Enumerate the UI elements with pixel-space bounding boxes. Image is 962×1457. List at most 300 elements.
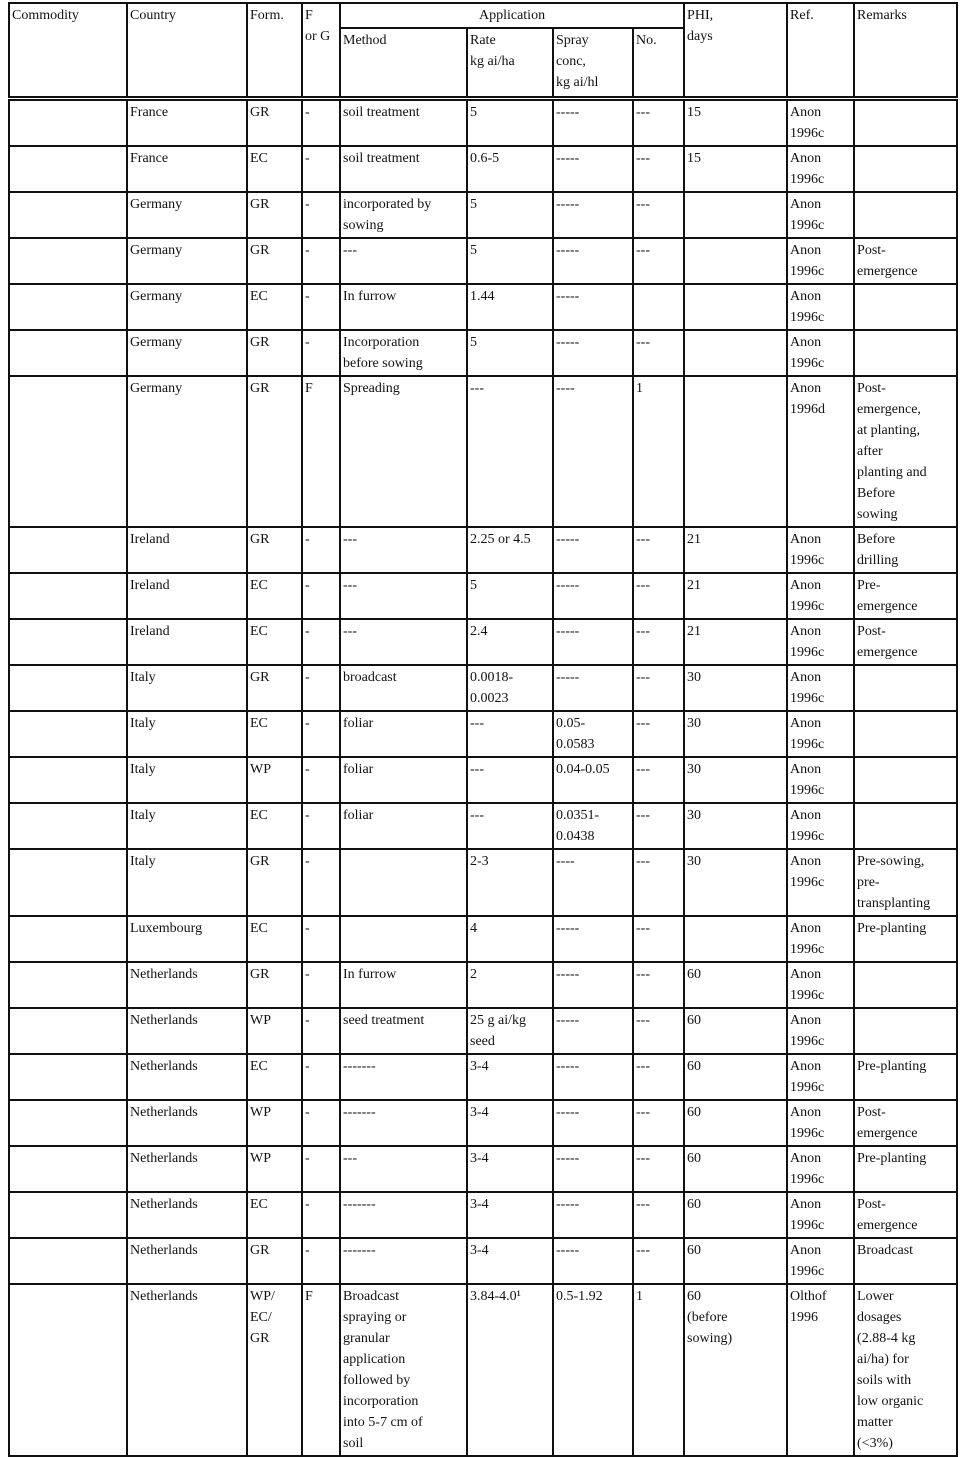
f-or-g-cell bbox=[302, 916, 340, 962]
ref-cell-text: Anon 1996c bbox=[790, 761, 825, 798]
header-remarks: Remarks bbox=[854, 3, 957, 98]
table-row bbox=[9, 849, 957, 916]
table-body bbox=[9, 98, 957, 1456]
method-cell bbox=[340, 573, 467, 619]
method-cell bbox=[340, 1100, 467, 1146]
commodity-cell bbox=[9, 1284, 127, 1456]
country-cell-text: France bbox=[130, 150, 169, 166]
spray-conc-cell bbox=[553, 1008, 633, 1054]
ref-cell-text: Anon 1996c bbox=[790, 1058, 825, 1095]
f-or-g-cell-text: - bbox=[305, 196, 310, 212]
no-cell bbox=[633, 1054, 684, 1100]
rate-cell bbox=[467, 573, 553, 619]
no-cell bbox=[633, 916, 684, 962]
remarks-cell bbox=[854, 330, 957, 376]
ref-cell bbox=[787, 916, 854, 962]
country-cell-text: Germany bbox=[130, 334, 183, 350]
no-cell bbox=[633, 330, 684, 376]
no-cell-text: --- bbox=[636, 853, 650, 869]
method-cell-text: --- bbox=[343, 623, 357, 639]
spray-conc-cell-text: ----- bbox=[556, 1242, 580, 1258]
form-cell-text: WP/ EC/ GR bbox=[250, 1288, 275, 1346]
f-or-g-cell bbox=[302, 849, 340, 916]
rate-cell-text: 3-4 bbox=[470, 1196, 489, 1212]
form-cell-text: EC bbox=[250, 288, 268, 304]
country-cell bbox=[127, 916, 247, 962]
f-or-g-cell-text: - bbox=[305, 334, 310, 350]
form-cell bbox=[247, 573, 302, 619]
phi-cell bbox=[684, 1192, 787, 1238]
country-cell-text: Ireland bbox=[130, 531, 170, 547]
f-or-g-cell bbox=[302, 1238, 340, 1284]
country-cell-text: Italy bbox=[130, 807, 156, 823]
spray-conc-cell-text: 0.05- 0.0583 bbox=[556, 715, 595, 752]
remarks-cell bbox=[854, 1100, 957, 1146]
ref-cell bbox=[787, 1238, 854, 1284]
phi-cell-text: 15 bbox=[687, 150, 702, 166]
table-row bbox=[9, 1054, 957, 1100]
remarks-cell bbox=[854, 146, 957, 192]
method-cell-text: soil treatment bbox=[343, 104, 420, 120]
remarks-cell bbox=[854, 98, 957, 146]
ref-cell-text: Anon 1996c bbox=[790, 577, 825, 614]
f-or-g-cell-text: - bbox=[305, 1196, 310, 1212]
rate-cell-text: 2.4 bbox=[470, 623, 488, 639]
country-cell bbox=[127, 962, 247, 1008]
method-cell-text: In furrow bbox=[343, 966, 397, 982]
method-cell-text: broadcast bbox=[343, 669, 397, 685]
remarks-cell-text: Broadcast bbox=[857, 1242, 914, 1258]
commodity-cell bbox=[9, 192, 127, 238]
country-cell bbox=[127, 619, 247, 665]
table-row bbox=[9, 527, 957, 573]
commodity-cell bbox=[9, 1238, 127, 1284]
no-cell bbox=[633, 1192, 684, 1238]
rate-cell-text: 3.84-4.0¹ bbox=[470, 1288, 521, 1304]
ref-cell-text: Anon 1996c bbox=[790, 853, 825, 890]
rate-cell-text: 25 g ai/kg seed bbox=[470, 1012, 526, 1049]
ref-cell bbox=[787, 238, 854, 284]
ref-cell-text: Anon 1996c bbox=[790, 920, 825, 957]
header-form: Form. bbox=[247, 3, 302, 98]
commodity-cell bbox=[9, 849, 127, 916]
no-cell-text: --- bbox=[636, 1242, 650, 1258]
form-cell-text: EC bbox=[250, 920, 268, 936]
no-cell bbox=[633, 1100, 684, 1146]
f-or-g-cell bbox=[302, 238, 340, 284]
remarks-cell bbox=[854, 376, 957, 527]
rate-cell bbox=[467, 1008, 553, 1054]
country-cell bbox=[127, 757, 247, 803]
rate-cell-text: 1.44 bbox=[470, 288, 495, 304]
rate-cell-text: 5 bbox=[470, 104, 477, 120]
f-or-g-cell-text: - bbox=[305, 715, 310, 731]
phi-cell-text: 60 bbox=[687, 1150, 702, 1166]
ref-cell bbox=[787, 376, 854, 527]
f-or-g-cell-text: - bbox=[305, 104, 310, 120]
spray-conc-cell-text: 0.5-1.92 bbox=[556, 1288, 603, 1304]
ref-cell-text: Anon 1996c bbox=[790, 715, 825, 752]
form-cell-text: GR bbox=[250, 853, 270, 869]
form-cell-text: EC bbox=[250, 577, 268, 593]
commodity-cell bbox=[9, 527, 127, 573]
remarks-cell bbox=[854, 1146, 957, 1192]
method-cell bbox=[340, 962, 467, 1008]
spray-conc-cell-text: ----- bbox=[556, 1012, 580, 1028]
phi-cell bbox=[684, 1054, 787, 1100]
table-row bbox=[9, 192, 957, 238]
country-cell-text: Germany bbox=[130, 380, 183, 396]
f-or-g-cell bbox=[302, 619, 340, 665]
spray-conc-cell bbox=[553, 803, 633, 849]
f-or-g-cell-text: - bbox=[305, 807, 310, 823]
form-cell bbox=[247, 757, 302, 803]
form-cell bbox=[247, 527, 302, 573]
remarks-cell bbox=[854, 1008, 957, 1054]
ref-cell bbox=[787, 330, 854, 376]
commodity-cell bbox=[9, 803, 127, 849]
phi-cell-text: 30 bbox=[687, 761, 702, 777]
f-or-g-cell bbox=[302, 665, 340, 711]
no-cell-text: --- bbox=[636, 1012, 650, 1028]
phi-cell bbox=[684, 1008, 787, 1054]
rate-cell bbox=[467, 330, 553, 376]
form-cell-text: GR bbox=[250, 669, 270, 685]
form-cell bbox=[247, 330, 302, 376]
no-cell bbox=[633, 665, 684, 711]
header-f-or-g: F or G bbox=[302, 3, 340, 98]
form-cell-text: EC bbox=[250, 715, 268, 731]
form-cell-text: GR bbox=[250, 531, 270, 547]
remarks-cell bbox=[854, 1238, 957, 1284]
form-cell bbox=[247, 1238, 302, 1284]
method-cell-text: foliar bbox=[343, 715, 374, 731]
remarks-cell bbox=[854, 711, 957, 757]
form-cell-text: WP bbox=[250, 1104, 271, 1120]
no-cell-text: --- bbox=[636, 761, 650, 777]
ref-cell-text: Anon 1996c bbox=[790, 1196, 825, 1233]
phi-cell bbox=[684, 146, 787, 192]
form-cell bbox=[247, 1192, 302, 1238]
rate-cell bbox=[467, 711, 553, 757]
commodity-cell bbox=[9, 330, 127, 376]
method-cell bbox=[340, 376, 467, 527]
spray-conc-cell-text: ----- bbox=[556, 334, 580, 350]
f-or-g-cell-text: - bbox=[305, 288, 310, 304]
phi-cell bbox=[684, 757, 787, 803]
no-cell-text: --- bbox=[636, 196, 650, 212]
table-row bbox=[9, 1238, 957, 1284]
f-or-g-cell bbox=[302, 527, 340, 573]
no-cell bbox=[633, 98, 684, 146]
header-no: No. bbox=[633, 28, 684, 98]
remarks-cell bbox=[854, 916, 957, 962]
remarks-cell bbox=[854, 803, 957, 849]
spray-conc-cell bbox=[553, 757, 633, 803]
country-cell bbox=[127, 1284, 247, 1456]
ref-cell bbox=[787, 284, 854, 330]
phi-cell bbox=[684, 665, 787, 711]
phi-cell bbox=[684, 330, 787, 376]
remarks-cell bbox=[854, 1054, 957, 1100]
no-cell-text: --- bbox=[636, 1058, 650, 1074]
spray-conc-cell-text: ----- bbox=[556, 531, 580, 547]
no-cell bbox=[633, 803, 684, 849]
commodity-cell bbox=[9, 1146, 127, 1192]
country-cell-text: Germany bbox=[130, 196, 183, 212]
rate-cell bbox=[467, 665, 553, 711]
rate-cell bbox=[467, 146, 553, 192]
rate-cell-text: 3-4 bbox=[470, 1104, 489, 1120]
phi-cell bbox=[684, 1238, 787, 1284]
ref-cell-text: Anon 1996c bbox=[790, 1104, 825, 1141]
method-cell-text: ------- bbox=[343, 1058, 376, 1074]
ref-cell bbox=[787, 146, 854, 192]
rate-cell-text: 3-4 bbox=[470, 1242, 489, 1258]
ref-cell-text: Anon 1996c bbox=[790, 1012, 825, 1049]
spray-conc-cell-text: ----- bbox=[556, 1150, 580, 1166]
rate-cell bbox=[467, 849, 553, 916]
f-or-g-cell-text: - bbox=[305, 1150, 310, 1166]
remarks-cell bbox=[854, 849, 957, 916]
no-cell-text: --- bbox=[636, 669, 650, 685]
f-or-g-cell bbox=[302, 1054, 340, 1100]
phi-cell-text: 60 bbox=[687, 1012, 702, 1028]
method-cell bbox=[340, 916, 467, 962]
table-row bbox=[9, 238, 957, 284]
no-cell bbox=[633, 1238, 684, 1284]
no-cell bbox=[633, 1284, 684, 1456]
spray-conc-cell-text: ----- bbox=[556, 669, 580, 685]
country-cell bbox=[127, 238, 247, 284]
ref-cell bbox=[787, 1008, 854, 1054]
country-cell-text: Italy bbox=[130, 715, 156, 731]
f-or-g-cell bbox=[302, 376, 340, 527]
remarks-cell bbox=[854, 1192, 957, 1238]
ref-cell bbox=[787, 619, 854, 665]
rate-cell-text: 3-4 bbox=[470, 1058, 489, 1074]
phi-cell bbox=[684, 1100, 787, 1146]
f-or-g-cell-text: - bbox=[305, 761, 310, 777]
phi-cell bbox=[684, 1284, 787, 1456]
commodity-cell bbox=[9, 916, 127, 962]
form-cell bbox=[247, 619, 302, 665]
rate-cell bbox=[467, 527, 553, 573]
table-row bbox=[9, 573, 957, 619]
remarks-cell-text: Post- emergence bbox=[857, 1196, 918, 1233]
method-cell bbox=[340, 619, 467, 665]
method-cell-text: ------- bbox=[343, 1104, 376, 1120]
no-cell-text: --- bbox=[636, 104, 650, 120]
phi-cell-text: 60 bbox=[687, 1058, 702, 1074]
f-or-g-cell bbox=[302, 146, 340, 192]
f-or-g-cell bbox=[302, 962, 340, 1008]
method-cell bbox=[340, 1054, 467, 1100]
no-cell bbox=[633, 527, 684, 573]
form-cell-text: WP bbox=[250, 1150, 271, 1166]
form-cell-text: GR bbox=[250, 380, 270, 396]
spray-conc-cell bbox=[553, 330, 633, 376]
form-cell bbox=[247, 665, 302, 711]
remarks-cell bbox=[854, 573, 957, 619]
f-or-g-cell-text: - bbox=[305, 966, 310, 982]
phi-cell-text: 60 bbox=[687, 1196, 702, 1212]
rate-cell bbox=[467, 916, 553, 962]
ref-cell bbox=[787, 1146, 854, 1192]
spray-conc-cell bbox=[553, 665, 633, 711]
method-cell-text: ------- bbox=[343, 1242, 376, 1258]
rate-cell bbox=[467, 1100, 553, 1146]
f-or-g-cell-text: - bbox=[305, 623, 310, 639]
remarks-cell-text: Post- emergence bbox=[857, 1104, 918, 1141]
form-cell bbox=[247, 803, 302, 849]
phi-cell-text: 60 (before sowing) bbox=[687, 1288, 733, 1346]
ref-cell bbox=[787, 665, 854, 711]
table-row bbox=[9, 1284, 957, 1456]
form-cell bbox=[247, 284, 302, 330]
remarks-cell-text: Pre-sowing, pre- transplanting bbox=[857, 853, 931, 911]
remarks-cell bbox=[854, 962, 957, 1008]
f-or-g-cell bbox=[302, 1192, 340, 1238]
f-or-g-cell-text: F bbox=[305, 380, 313, 396]
spray-conc-cell bbox=[553, 284, 633, 330]
spray-conc-cell-text: 0.04-0.05 bbox=[556, 761, 610, 777]
spray-conc-cell-text: ----- bbox=[556, 577, 580, 593]
ref-cell bbox=[787, 849, 854, 916]
f-or-g-cell-text: - bbox=[305, 1242, 310, 1258]
method-cell bbox=[340, 711, 467, 757]
phi-cell-text: 21 bbox=[687, 531, 702, 547]
no-cell bbox=[633, 573, 684, 619]
form-cell-text: GR bbox=[250, 966, 270, 982]
spray-conc-cell bbox=[553, 1146, 633, 1192]
country-cell-text: Netherlands bbox=[130, 1058, 198, 1074]
rate-cell-text: 0.0018- 0.0023 bbox=[470, 669, 514, 706]
table-row bbox=[9, 711, 957, 757]
rate-cell bbox=[467, 1284, 553, 1456]
spray-conc-cell-text: ----- bbox=[556, 1058, 580, 1074]
ref-cell bbox=[787, 757, 854, 803]
form-cell-text: EC bbox=[250, 807, 268, 823]
country-cell bbox=[127, 1192, 247, 1238]
form-cell bbox=[247, 98, 302, 146]
form-cell bbox=[247, 238, 302, 284]
rate-cell-text: --- bbox=[470, 380, 484, 396]
commodity-cell bbox=[9, 376, 127, 527]
rate-cell bbox=[467, 757, 553, 803]
method-cell-text: --- bbox=[343, 242, 357, 258]
rate-cell-text: 0.6-5 bbox=[470, 150, 500, 166]
country-cell-text: Ireland bbox=[130, 623, 170, 639]
form-cell-text: GR bbox=[250, 104, 270, 120]
spray-conc-cell bbox=[553, 1192, 633, 1238]
spray-conc-cell-text: ---- bbox=[556, 380, 575, 396]
spray-conc-cell bbox=[553, 573, 633, 619]
phi-cell bbox=[684, 376, 787, 527]
country-cell-text: Germany bbox=[130, 288, 183, 304]
spray-conc-cell-text: ----- bbox=[556, 623, 580, 639]
no-cell bbox=[633, 1146, 684, 1192]
spray-conc-cell bbox=[553, 1238, 633, 1284]
country-cell bbox=[127, 711, 247, 757]
form-cell-text: EC bbox=[250, 1058, 268, 1074]
f-or-g-cell-text: F bbox=[305, 1288, 313, 1304]
country-cell bbox=[127, 665, 247, 711]
phi-cell bbox=[684, 711, 787, 757]
application-table bbox=[8, 2, 958, 1457]
f-or-g-cell bbox=[302, 1008, 340, 1054]
no-cell bbox=[633, 146, 684, 192]
ref-cell-text: Anon 1996c bbox=[790, 334, 825, 371]
rate-cell-text: --- bbox=[470, 807, 484, 823]
spray-conc-cell bbox=[553, 916, 633, 962]
spray-conc-cell bbox=[553, 711, 633, 757]
form-cell bbox=[247, 1054, 302, 1100]
form-cell bbox=[247, 1008, 302, 1054]
spray-conc-cell-text: ----- bbox=[556, 920, 580, 936]
table-row bbox=[9, 146, 957, 192]
country-cell-text: Netherlands bbox=[130, 1196, 198, 1212]
phi-cell-text: 30 bbox=[687, 807, 702, 823]
country-cell-text: Netherlands bbox=[130, 966, 198, 982]
remarks-cell bbox=[854, 757, 957, 803]
phi-cell-text: 30 bbox=[687, 715, 702, 731]
header-spray-conc: Spray conc, kg ai/hl bbox=[553, 28, 633, 98]
method-cell bbox=[340, 146, 467, 192]
method-cell-text: Spreading bbox=[343, 380, 400, 396]
phi-cell bbox=[684, 98, 787, 146]
no-cell bbox=[633, 757, 684, 803]
f-or-g-cell-text: - bbox=[305, 577, 310, 593]
rate-cell-text: --- bbox=[470, 715, 484, 731]
rate-cell bbox=[467, 1192, 553, 1238]
country-cell bbox=[127, 1100, 247, 1146]
table-row bbox=[9, 376, 957, 527]
method-cell-text: --- bbox=[343, 1150, 357, 1166]
ref-cell bbox=[787, 803, 854, 849]
commodity-cell bbox=[9, 665, 127, 711]
country-cell bbox=[127, 849, 247, 916]
no-cell bbox=[633, 284, 684, 330]
no-cell bbox=[633, 238, 684, 284]
table-row bbox=[9, 1100, 957, 1146]
table-row bbox=[9, 916, 957, 962]
commodity-cell bbox=[9, 238, 127, 284]
remarks-cell bbox=[854, 192, 957, 238]
remarks-cell bbox=[854, 238, 957, 284]
country-cell-text: Ireland bbox=[130, 577, 170, 593]
f-or-g-cell bbox=[302, 1146, 340, 1192]
phi-cell-text: 21 bbox=[687, 623, 702, 639]
rate-cell bbox=[467, 376, 553, 527]
table-row bbox=[9, 962, 957, 1008]
phi-cell bbox=[684, 284, 787, 330]
header-ref: Ref. bbox=[787, 3, 854, 98]
country-cell-text: Germany bbox=[130, 242, 183, 258]
form-cell-text: EC bbox=[250, 623, 268, 639]
rate-cell bbox=[467, 284, 553, 330]
phi-cell-text: 60 bbox=[687, 966, 702, 982]
phi-cell bbox=[684, 238, 787, 284]
spray-conc-cell-text: ---- bbox=[556, 853, 575, 869]
method-cell bbox=[340, 665, 467, 711]
country-cell bbox=[127, 803, 247, 849]
country-cell-text: Netherlands bbox=[130, 1150, 198, 1166]
no-cell bbox=[633, 1008, 684, 1054]
spray-conc-cell-text: ----- bbox=[556, 288, 580, 304]
no-cell-text: --- bbox=[636, 1196, 650, 1212]
rate-cell bbox=[467, 1238, 553, 1284]
